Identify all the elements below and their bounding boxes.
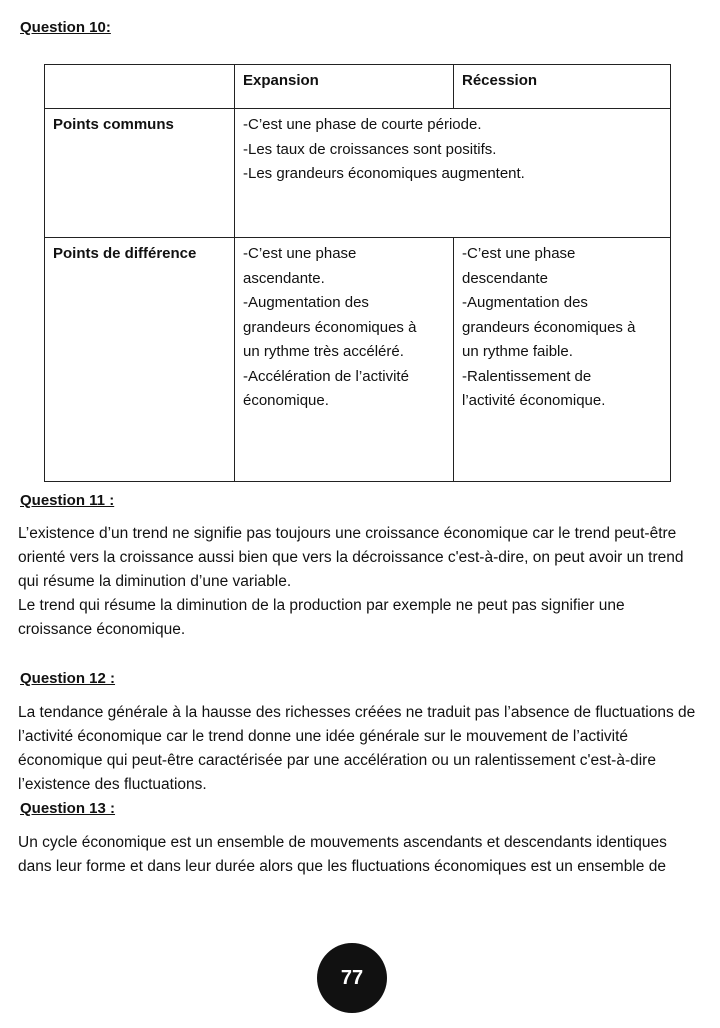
question-11-paragraph: L’existence d’un trend ne signifie pas toujours une croissance économique car le trend peut-être orienté vers la croissance aussi bien que vers la décroissance c'est-à-dire, on peut avoir un trend qui résume la diminution d’une variable. (18, 525, 684, 590)
recession-points-cell (454, 238, 671, 482)
expansion-point: grandeurs économiques à (243, 318, 417, 336)
column-header-expansion: Expansion (235, 65, 454, 109)
recession-point: -Ralentissement de (462, 367, 592, 385)
expansion-point: économique. (243, 392, 329, 409)
recession-point: -Augmentation des (462, 294, 588, 311)
expansion-point: -C’est une phase (243, 245, 357, 262)
common-points-cell (235, 109, 671, 238)
question-11-paragraph: Le trend qui résume la diminution de la production par exemple ne peut pas signifier une croissance économique. (18, 597, 625, 638)
recession-point: un rythme faible. (462, 343, 573, 360)
row-label-common: Points communs (45, 109, 235, 238)
expansion-point: un rythme très accéléré. (243, 343, 404, 360)
recession-point: -C’est une phase (462, 245, 576, 262)
table-row-common (45, 109, 671, 238)
question-10-heading: Question 10: (20, 19, 111, 36)
question-12-heading: Question 12 : (20, 670, 116, 687)
page-number-badge: 77 (317, 943, 387, 1013)
expansion-points-cell (235, 238, 454, 482)
recession-point: descendante (462, 269, 548, 287)
row-label-difference: Points de différence (45, 238, 235, 482)
question-11-heading: Question 11 : (20, 492, 115, 509)
recession-point: l’activité économique. (462, 392, 606, 409)
common-point: -Les grandeurs économiques augmentent. (243, 165, 525, 182)
table-corner-cell (45, 65, 235, 109)
table-row-difference (45, 238, 671, 482)
common-point: -Les taux de croissances sont positifs. (243, 140, 497, 158)
common-point: -C’est une phase de courte période. (243, 116, 482, 133)
question-13-heading: Question 13 : (20, 800, 116, 817)
question-13-paragraph: Un cycle économique est un ensemble de mouvements ascendants et descendants identiques dans leur forme et dans leur durée alors que les fluctuations économiques est un ensemble de (18, 834, 667, 875)
column-header-recession: Récession (454, 65, 671, 109)
table-header-row (45, 65, 671, 109)
expansion-point: -Augmentation des (243, 294, 369, 311)
expansion-point: ascendante. (243, 269, 325, 287)
recession-point: grandeurs économiques à (462, 318, 636, 336)
question-12-paragraph: La tendance générale à la hausse des richesses créées ne traduit pas l’absence de fluctuations de l’activité économique car le trend donne une idée générale sur le mouvement de l’activité économique qui peut-être caractérisée par une accélération ou un ralentissement c'est-à-dire l’existence des fluctuations. (18, 704, 696, 793)
expansion-point: -Accélération de l’activité (243, 367, 409, 385)
comparison-table (44, 64, 671, 482)
